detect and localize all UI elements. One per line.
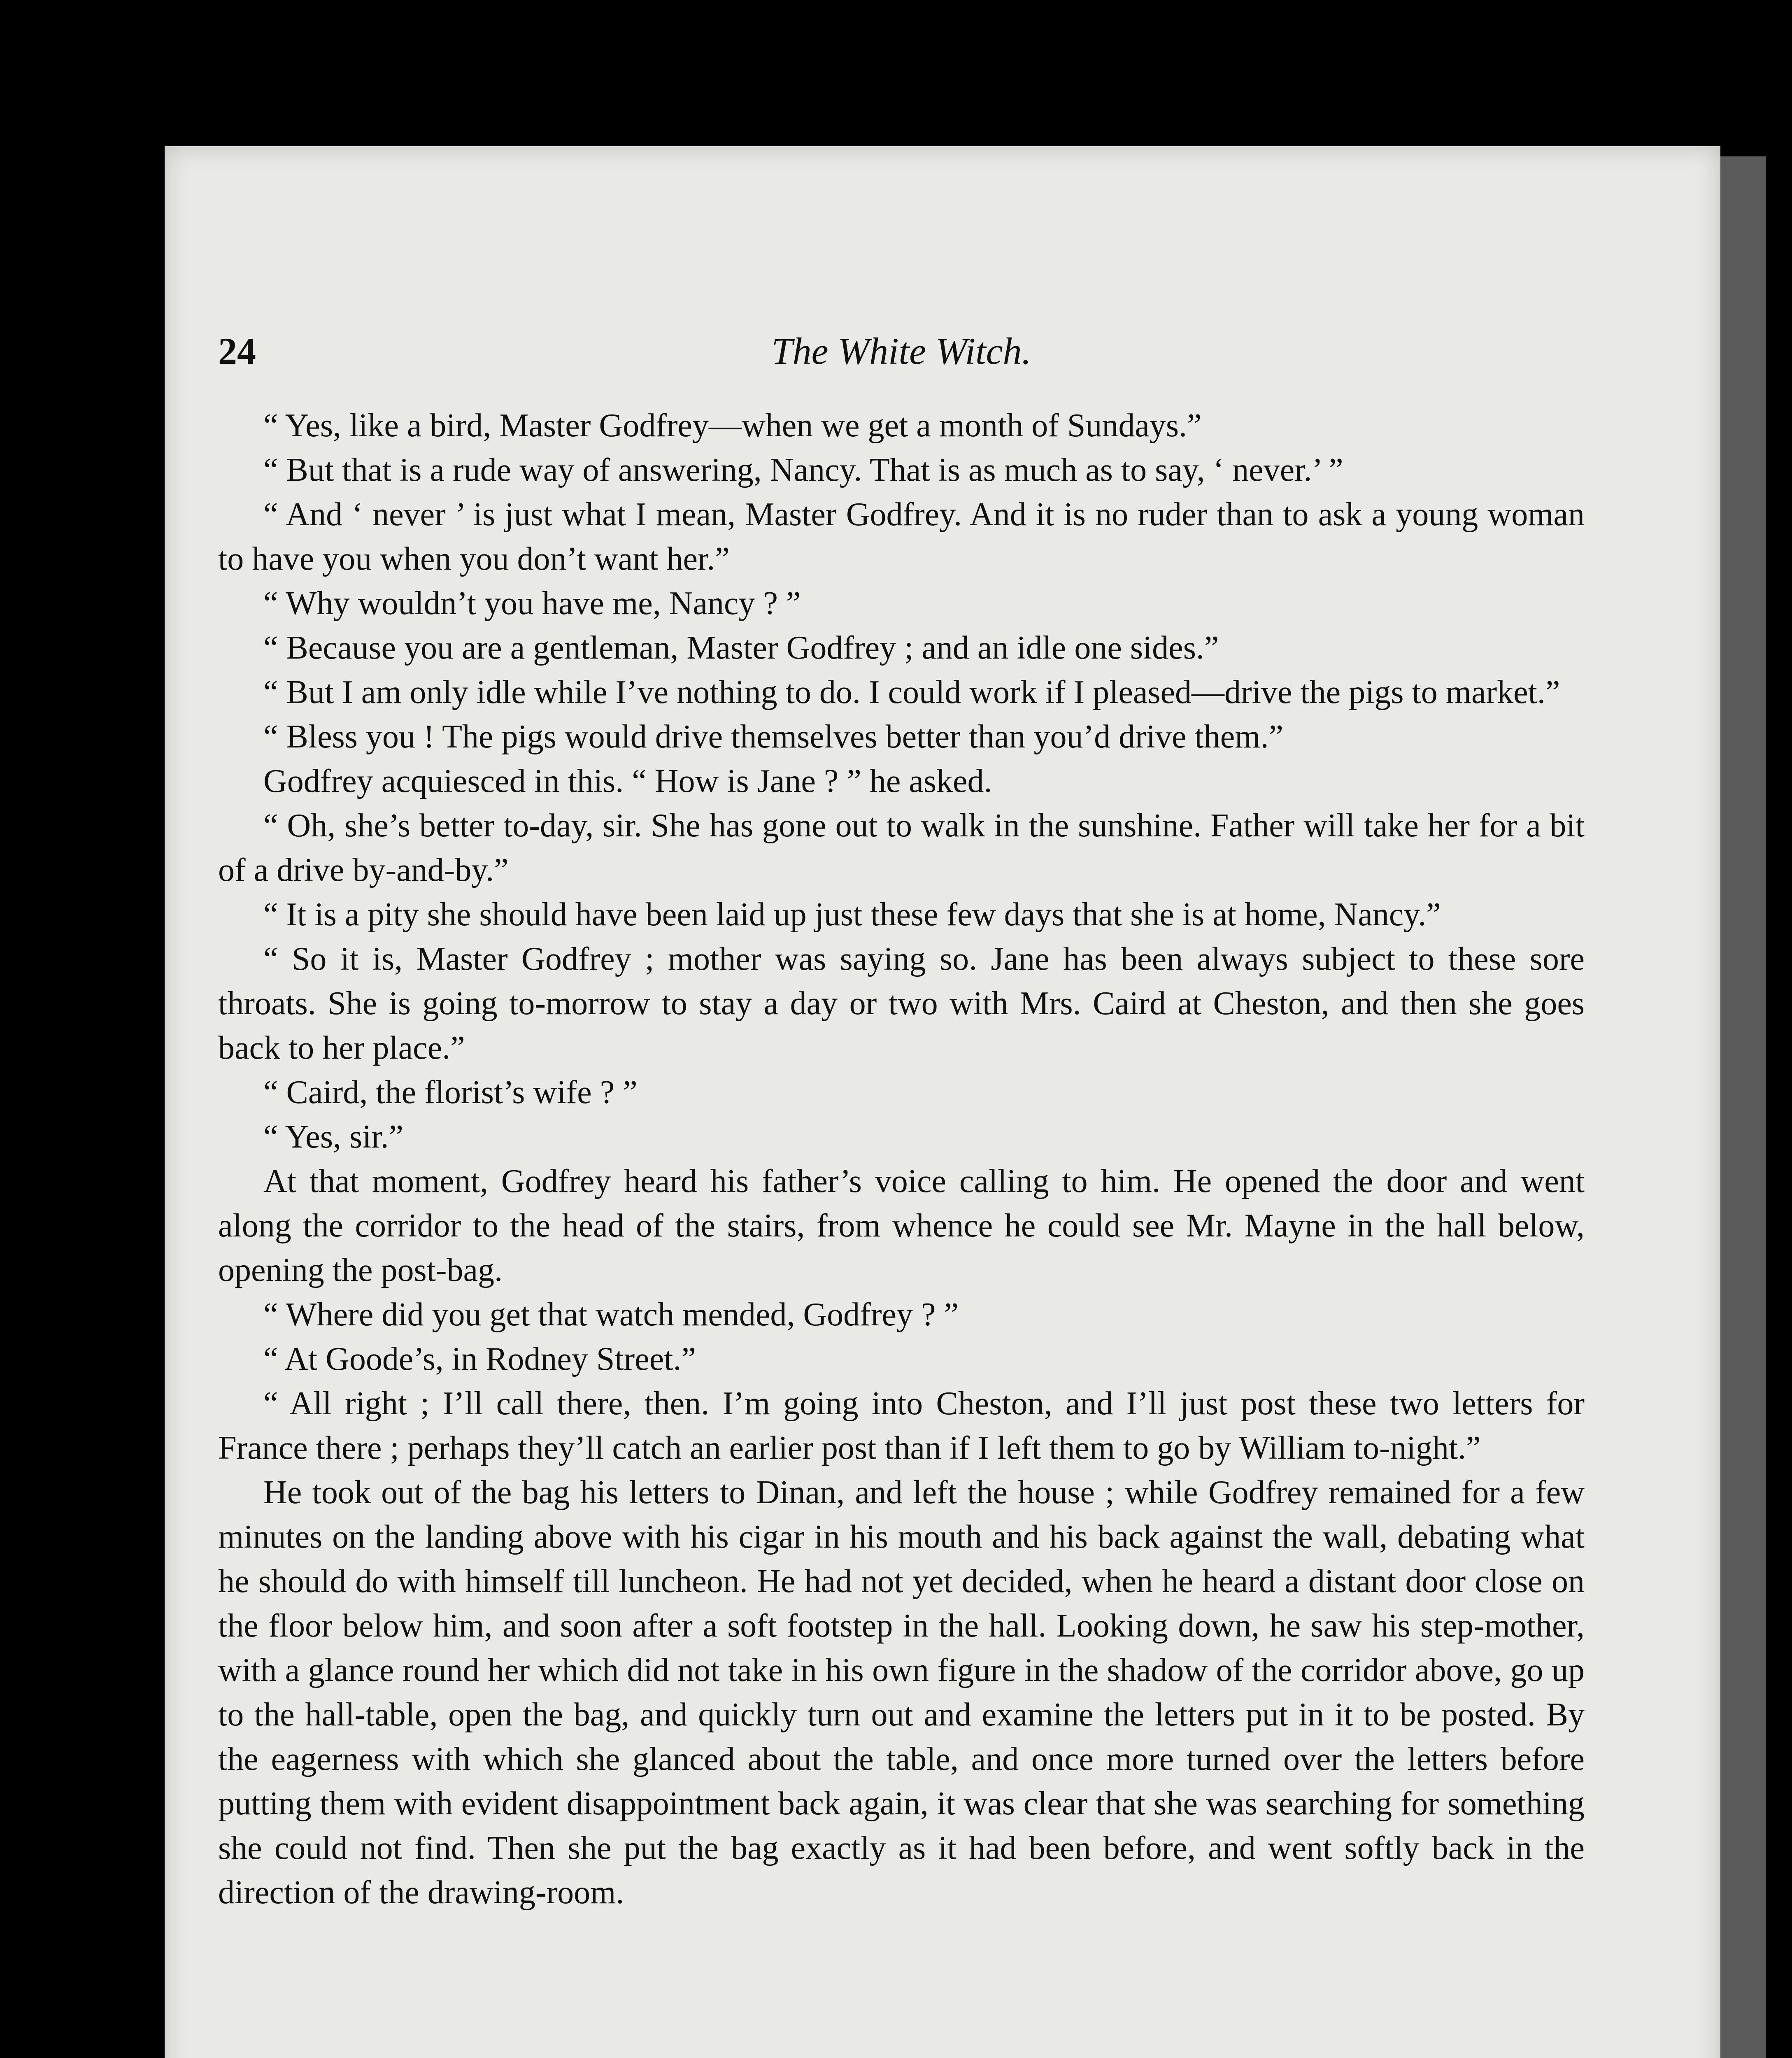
- paragraph: “ Oh, she’s better to-day, sir. She has gone out to walk in the sunshine. Father will take her for a bit of a drive by-and-by.”: [218, 808, 1585, 888]
- paragraph: Godfrey acquiesced in this. “ How is Jane ? ” he asked.: [263, 763, 992, 799]
- paragraph: “ So it is, Master Godfrey ; mother was saying so. Jane has been always subject to these sore throats. She is going to-morrow to stay a day or two with Mrs. Caird at Cheston, and then she goes back to her place.”: [218, 941, 1585, 1066]
- page-edge-shadow: [1720, 156, 1766, 2058]
- page-number: 24: [218, 330, 256, 372]
- running-title: The White Witch.: [771, 330, 1031, 372]
- paragraph: “ Where did you get that watch mended, Godfrey ? ”: [263, 1297, 959, 1333]
- paragraph: At that moment, Godfrey heard his father’s voice calling to him. He opened the door and went along the corridor to the head of the stairs, from whence he could see Mr. Mayne in the hall below, opening the post-bag.: [218, 1163, 1585, 1288]
- paragraph: “ All right ; I’ll call there, then. I’m going into Cheston, and I’ll just post these two letters for France there ; perhaps they’ll catch an earlier post than if I left them to go by William to-night.”: [218, 1385, 1585, 1466]
- paragraph: “ It is a pity she should have been laid up just these few days that she is at home, Nancy.”: [263, 896, 1441, 933]
- paragraph: He took out of the bag his letters to Dinan, and left the house ; while Godfrey remained for a few minutes on the landing above with his cigar in his mouth and his back against the wall, debating what he should do with himself till luncheon. He had not yet decided, when he heard a distant door close on the floor below him, and soon after a soft footstep in the hall. Looking down, he saw his step-mother, with a glance round her which did not take in his own figure in the shadow of the corridor above, go up to the hall-table, open the bag, and quickly turn out and examine the letters put in it to be posted. By the eagerness with which she glanced about the table, and once more turned over the letters before putting them with evident disappointment back again, it was clear that she was searching for something she could not find. Then she put the bag exactly as it had been before, and went softly back in the direction of the drawing-room.: [218, 1474, 1585, 1911]
- paragraph: “ Why wouldn’t you have me, Nancy ? ”: [263, 585, 801, 622]
- paragraph: “ Because you are a gentleman, Master Godfrey ; and an idle one sides.”: [263, 630, 1219, 666]
- page-header: [218, 325, 1585, 403]
- paragraph: “ But that is a rude way of answering, Nancy. That is as much as to say, ‘ never.’ ”: [263, 452, 1343, 488]
- paragraph: “ Yes, like a bird, Master Godfrey—when we get a month of Sundays.”: [263, 407, 1202, 444]
- page-text-block: [218, 325, 1585, 1915]
- paragraph: “ But I am only idle while I’ve nothing to do. I could work if I pleased—drive the pigs to market.”: [263, 674, 1560, 710]
- paragraph: “ Yes, sir.”: [263, 1119, 404, 1155]
- paragraph: “ And ‘ never ’ is just what I mean, Master Godfrey. And it is no ruder than to ask a young woman to have you when you don’t want her.”: [218, 496, 1585, 577]
- paragraph: “ Bless you ! The pigs would drive themselves better than you’d drive them.”: [263, 719, 1283, 755]
- paragraph: “ At Goode’s, in Rodney Street.”: [263, 1341, 696, 1377]
- paragraph: “ Caird, the florist’s wife ? ”: [263, 1074, 638, 1110]
